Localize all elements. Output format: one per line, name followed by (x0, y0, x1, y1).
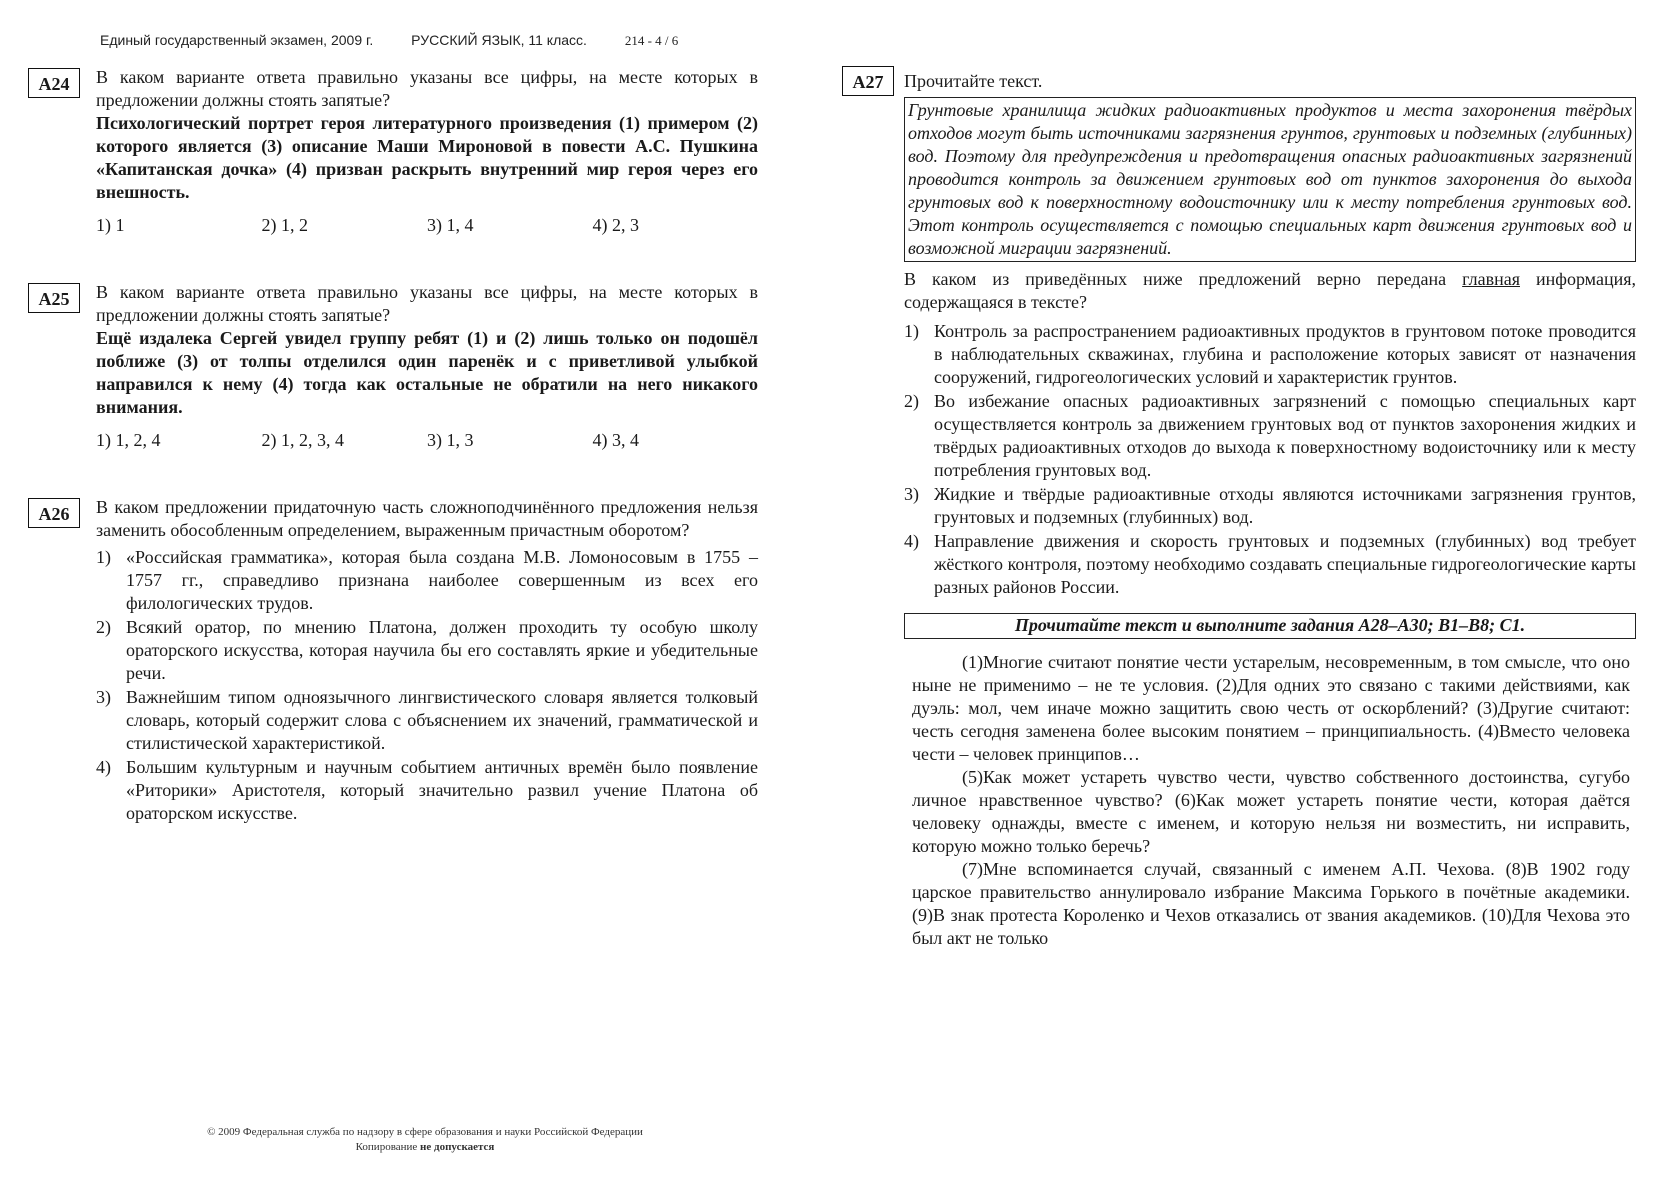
option-text: Важнейшим типом одноязычного лингвистического словаря является толковый словарь, который содержит слова с объяснением их значений, грамматической и стилистической характеристикой. (126, 687, 758, 753)
task-a27 (904, 66, 1636, 599)
left-column (28, 66, 758, 826)
answer-option[interactable] (96, 756, 758, 825)
option-text: Направление движения и скорость грунтовых и подземных (глубинных) вод требует жёсткого контроля, поэтому необходимо создавать специальные гидрогеологические карты разных районов России. (934, 531, 1636, 597)
subject-title: РУССКИЙ ЯЗЫК, 11 класс. (411, 32, 587, 48)
option-text: «Российская грамматика», которая была создана М.В. Ломоносовым в 1755 – 1757 гг., справедливо признана наиболее совершенным из всех его филологических трудов. (126, 547, 758, 613)
reading-text (904, 651, 1636, 950)
answer-list (96, 546, 758, 825)
page-code: 214 - 4 / 6 (624, 33, 679, 48)
task-label: А24 (28, 68, 80, 98)
answer-option[interactable]: 3) 1, 3 (427, 430, 474, 450)
answer-option[interactable] (904, 530, 1636, 599)
task-sentence: Ещё издалека Сергей увидел группу ребят (1) и (2) лишь только он подошёл поближе (3) от толпы отделился один паренёк и с приветливой улыбкой направился к нему (4) тогда как остальные не обратили на него никакого внимания. (96, 328, 758, 417)
task-sentence: Психологический портрет героя литературного произведения (1) примером (2) которого является (3) описание Маши Мироновой в повести А.С. Пушкина «Капитанская дочка» (4) призван раскрыть внутренний мир героя через его внешность. (96, 113, 758, 202)
task-label: А27 (842, 66, 894, 96)
answer-option[interactable]: 2) 1, 2, 3, 4 (261, 430, 344, 450)
task-label: А26 (28, 498, 80, 528)
answer-option[interactable]: 3) 1, 4 (427, 215, 474, 235)
page-header (100, 32, 712, 49)
answer-options (96, 214, 758, 237)
answer-option[interactable] (96, 546, 758, 615)
answer-option[interactable]: 4) 3, 4 (592, 430, 639, 450)
answer-option[interactable]: 2) 1, 2 (261, 215, 308, 235)
task-question: В каком из приведённых ниже предложений верно передана главная информация, содержащаяся в тексте? (904, 269, 1636, 312)
option-number: 2) (904, 391, 919, 411)
option-text: Контроль за распространением радиоактивных продуктов в грунтовом потоке проводится в наблюдательных скважинах, глубина и расположение которых зависят от назначения сооружений, гидрогеологических условий и характеристик грунтов. (934, 321, 1636, 387)
task-question: В каком предложении придаточную часть сложноподчинённого предложения нельзя заменить обособленным определением, выраженным причастным оборотом? (96, 497, 758, 540)
reading-paragraph: (5)Как может устареть чувство чести, чувство собственного достоинства, сугубо личное нравственное чувство? (6)Как может устареть понятие чести, которая даётся человеку однажды, вместе с именем, и которую нельзя ни возместить, ни исправить, которую можно только беречь? (912, 767, 1630, 856)
answer-option[interactable] (904, 390, 1636, 482)
underlined-word: главная (1462, 269, 1520, 289)
exam-title: Единый государственный экзамен, 2009 г. (100, 32, 374, 48)
option-number: 4) (96, 757, 111, 777)
task-label: А25 (28, 283, 80, 313)
task-a24 (28, 66, 758, 237)
answer-option[interactable]: 1) 1 (96, 215, 125, 235)
option-text: Во избежание опасных радиоактивных загрязнений с помощью специальных карт осуществляется контроль за движением грунтовых вод от пунктов захоронения жидких и твёрдых радиоактивных отходов до выхода к поверхностному водоисточнику или к месту потребления грунтовых вод. (934, 391, 1636, 480)
page-footer (160, 1125, 690, 1155)
reading-paragraph: (7)Мне вспоминается случай, связанный с именем А.П. Чехова. (8)В 1902 году царское правительство аннулировало избрание Максима Горького в почётные академики. (9)В знак протеста Короленко и Чехов отказались от звания академиков. (10)Для Чехова это был акт не только (912, 859, 1630, 948)
task-question: В каком варианте ответа правильно указаны все цифры, на месте которых в предложении должны стоять запятые? (96, 67, 758, 110)
answer-option[interactable] (96, 686, 758, 755)
option-number: 1) (96, 547, 111, 567)
option-number: 3) (96, 687, 111, 707)
copy-notice: Копирование не допускается (355, 1141, 495, 1153)
answer-option[interactable] (96, 616, 758, 685)
passage-box: Грунтовые хранилища жидких радиоактивных продуктов и места захоронения твёрдых отходов могут быть источниками загрязнения грунтов, грунтовых и подземных (глубинных) вод. Поэтому для предупреждения и предотвращения опасных радиоактивных загрязнений проводится контроль за движением грунтовых вод от пунктов захоронения до выхода грунтовых вод к поверхностному водоисточнику или к месту потребления грунтовых вод. Этот контроль осуществляется с помощью специальных карт движения грунтовых вод и возможной миграции загрязнений. (904, 97, 1636, 262)
task-a26 (28, 496, 758, 825)
answer-option[interactable] (904, 320, 1636, 389)
reading-paragraph: (1)Многие считают понятие чести устарелым, несовременным, в том смысле, что оно ныне не применимо – не те условия. (2)Для одних это связано с такими действиями, как дуэль: мол, чем иначе можно защитить свою честь от оскорблений? (3)Другие считают: честь сегодня заменена более высоким понятием – принципиальность. (4)Вместо человека чести – человек принципов… (912, 652, 1630, 764)
answer-list (904, 320, 1636, 599)
option-text: Большим культурным и научным событием античных времён было появление «Риторики» Аристотеля, который значительно развил учение Платона об ораторском искусстве. (126, 757, 758, 823)
right-column (852, 66, 1636, 950)
copyright-line: © 2009 Федеральная служба по надзору в сфере образования и науки Российской Федерации (207, 1126, 643, 1138)
option-number: 3) (904, 484, 919, 504)
option-number: 1) (904, 321, 919, 341)
answer-option[interactable]: 4) 2, 3 (592, 215, 639, 235)
answer-options (96, 429, 758, 452)
task-a27-label-wrap (842, 66, 894, 96)
task-a25 (28, 281, 758, 452)
option-text: Всякий оратор, по мнению Платона, должен проходить ту особую школу ораторского искусства, которая научила бы его составлять яркие и убедительные речи. (126, 617, 758, 683)
answer-option[interactable]: 1) 1, 2, 4 (96, 430, 161, 450)
answer-option[interactable] (904, 483, 1636, 529)
option-number: 2) (96, 617, 111, 637)
option-number: 4) (904, 531, 919, 551)
task-question: В каком варианте ответа правильно указаны все цифры, на месте которых в предложении должны стоять запятые? (96, 282, 758, 325)
instruction-box: Прочитайте текст и выполните задания А28–А30; В1–В8; С1. (904, 613, 1636, 639)
task-intro: Прочитайте текст. (904, 71, 1043, 91)
option-text: Жидкие и твёрдые радиоактивные отходы являются источниками загрязнения грунтов, грунтовых и подземных (глубинных) вод. (934, 484, 1636, 527)
